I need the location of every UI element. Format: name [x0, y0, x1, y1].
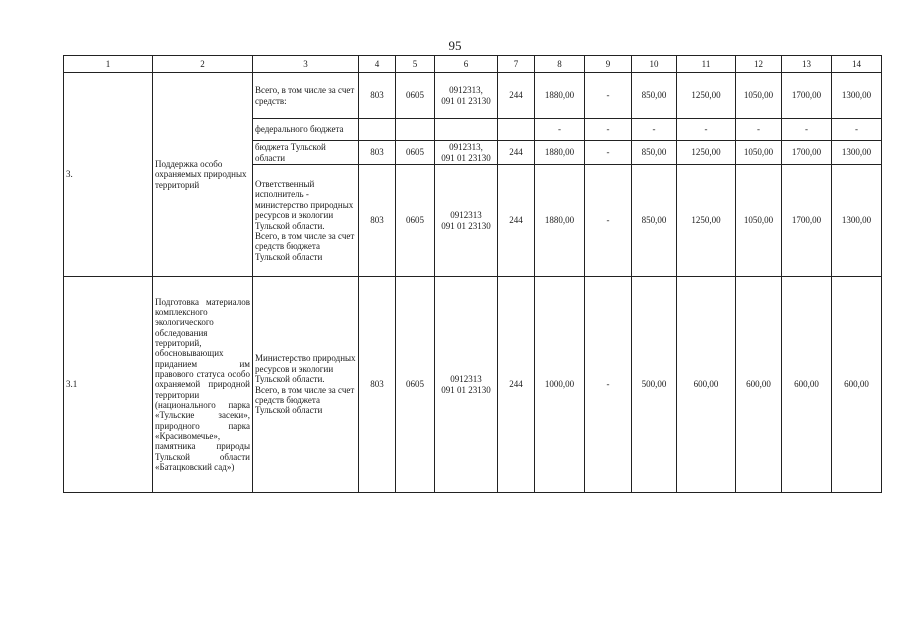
cell-c11: 1250,00 — [677, 165, 736, 277]
column-header: 12 — [736, 56, 782, 73]
cell-c7: 244 — [498, 141, 535, 165]
funding-source: бюджета Тульской области — [253, 141, 359, 165]
cell-c13: 1700,00 — [782, 73, 832, 119]
cell-c9: - — [585, 141, 632, 165]
item-name: Подготовка материалов комплексного экологического обследования территорий, обосновывающих приданием им правового статуса особо охраняемой природной территории (национального парка «Тульские засеки», природного парка «Красивомечье», памятника природы Тульской области «Батацковский сад») — [153, 277, 253, 493]
cell-c6: 0912313 091 01 23130 — [435, 165, 498, 277]
cell-c13: 600,00 — [782, 277, 832, 493]
cell-c12: 1050,00 — [736, 141, 782, 165]
column-header: 10 — [632, 56, 677, 73]
cell-c9: - — [585, 73, 632, 119]
cell-c14: - — [832, 119, 882, 141]
funding-source: Всего, в том числе за счет средств: — [253, 73, 359, 119]
cell-c4: 803 — [359, 277, 396, 493]
cell-c11: - — [677, 119, 736, 141]
cell-c13: - — [782, 119, 832, 141]
column-header: 5 — [396, 56, 435, 73]
funding-source: федерального бюджета — [253, 119, 359, 141]
cell-c12: 1050,00 — [736, 73, 782, 119]
column-header: 4 — [359, 56, 396, 73]
cell-c12: 600,00 — [736, 277, 782, 493]
column-header: 1 — [64, 56, 153, 73]
cell-c14: 1300,00 — [832, 141, 882, 165]
column-header: 11 — [677, 56, 736, 73]
cell-c6: 0912313 091 01 23130 — [435, 277, 498, 493]
cell-c9: - — [585, 277, 632, 493]
cell-c9: - — [585, 165, 632, 277]
cell-c10: 850,00 — [632, 165, 677, 277]
cell-c10: 500,00 — [632, 277, 677, 493]
cell-c13: 1700,00 — [782, 165, 832, 277]
table-row — [64, 277, 882, 493]
cell-c8: - — [535, 119, 585, 141]
cell-c7: 244 — [498, 73, 535, 119]
cell-c10: - — [632, 119, 677, 141]
column-header: 9 — [585, 56, 632, 73]
cell-c5: 0605 — [396, 141, 435, 165]
cell-c14: 600,00 — [832, 277, 882, 493]
cell-c8: 1000,00 — [535, 277, 585, 493]
cell-c6 — [435, 119, 498, 141]
cell-c4: 803 — [359, 141, 396, 165]
cell-c4: 803 — [359, 73, 396, 119]
cell-c8: 1880,00 — [535, 73, 585, 119]
column-number-row — [64, 56, 882, 73]
cell-c7: 244 — [498, 165, 535, 277]
column-header: 13 — [782, 56, 832, 73]
funding-source: Ответственный исполнитель - министерство природных ресурсов и экологии Тульской области. Всего, в том числе за счет средств бюджета Тульской области — [253, 165, 359, 277]
cell-c7 — [498, 119, 535, 141]
cell-c6: 0912313, 091 01 23130 — [435, 141, 498, 165]
cell-c5: 0605 — [396, 165, 435, 277]
cell-c11: 600,00 — [677, 277, 736, 493]
table-row — [64, 73, 882, 119]
page-number: 95 — [448, 38, 462, 53]
funding-source: Министерство природных ресурсов и экологии Тульской области. Всего, в том числе за счет средств бюджета Тульской области — [253, 277, 359, 493]
column-header: 3 — [253, 56, 359, 73]
cell-c8: 1880,00 — [535, 165, 585, 277]
cell-c9: - — [585, 119, 632, 141]
cell-c14: 1300,00 — [832, 73, 882, 119]
column-header: 8 — [535, 56, 585, 73]
cell-c5: 0605 — [396, 73, 435, 119]
cell-c4: 803 — [359, 165, 396, 277]
cell-c14: 1300,00 — [832, 165, 882, 277]
cell-c11: 1250,00 — [677, 141, 736, 165]
program-table — [63, 55, 882, 493]
item-number: 3. — [64, 73, 153, 277]
column-header: 7 — [498, 56, 535, 73]
cell-c7: 244 — [498, 277, 535, 493]
cell-c5 — [396, 119, 435, 141]
column-header: 6 — [435, 56, 498, 73]
cell-c12: - — [736, 119, 782, 141]
cell-c8: 1880,00 — [535, 141, 585, 165]
cell-c13: 1700,00 — [782, 141, 832, 165]
item-number: 3.1 — [64, 277, 153, 493]
cell-c10: 850,00 — [632, 73, 677, 119]
cell-c12: 1050,00 — [736, 165, 782, 277]
cell-c4 — [359, 119, 396, 141]
cell-c11: 1250,00 — [677, 73, 736, 119]
cell-c6: 0912313, 091 01 23130 — [435, 73, 498, 119]
column-header: 14 — [832, 56, 882, 73]
column-header: 2 — [153, 56, 253, 73]
cell-c5: 0605 — [396, 277, 435, 493]
cell-c10: 850,00 — [632, 141, 677, 165]
item-name: Поддержка особо охраняемых природных территорий — [153, 73, 253, 277]
